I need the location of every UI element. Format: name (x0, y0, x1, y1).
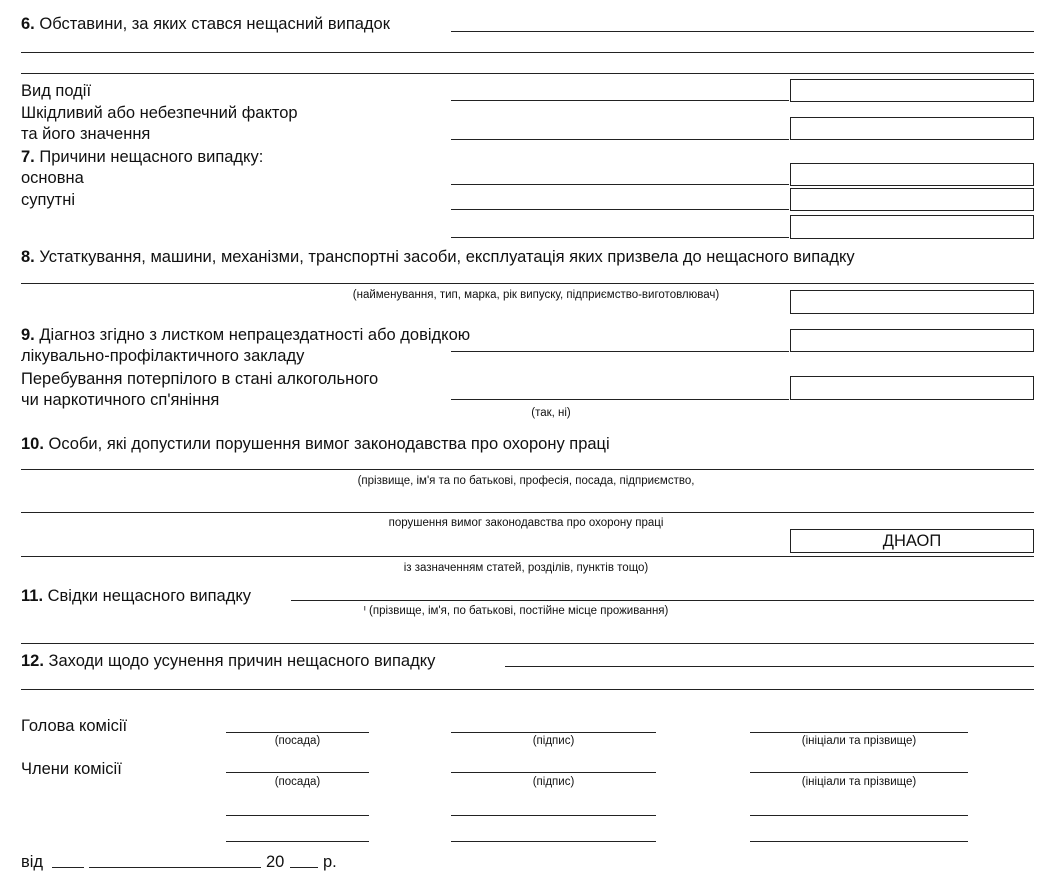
date-year-prefix: 20 (266, 853, 285, 871)
cause-related-code-box[interactable] (790, 215, 1034, 239)
chair-name-line[interactable] (750, 732, 968, 733)
intoxication-label-line1: Перебування потерпілого в стані алкогольного (21, 370, 379, 388)
section-6-title: 6. Обставини, за яких стався нещасний випадок (21, 15, 390, 33)
section-8-line[interactable] (21, 283, 1034, 284)
cause-main-code-box[interactable] (790, 163, 1034, 186)
section-12-line[interactable] (21, 689, 1034, 690)
section-9-title: 9. Діагноз згідно з листком непрацездатності або довідкою (21, 326, 471, 344)
section-11-title: 11. Свідки нещасного випадку (21, 587, 251, 605)
factor-label-line2: та його значення (21, 125, 151, 143)
section-11-line[interactable] (291, 600, 1034, 601)
section-12-line[interactable] (505, 666, 1034, 667)
cause-main-label: основна (21, 169, 84, 187)
section-10-hint-2: порушення вимог законодавства про охорону праці (388, 517, 664, 529)
date-month-line[interactable] (89, 867, 261, 868)
chair-signature-hint: (підпис) (532, 735, 575, 747)
date-suffix: р. (323, 853, 337, 871)
members-label: Члени комісії (21, 760, 122, 778)
member-signature-line[interactable] (451, 815, 656, 816)
section-10-title: 10. Особи, які допустили порушення вимог законодавства про охорону праці (21, 435, 610, 453)
cause-related-line[interactable] (451, 237, 789, 238)
section-8-title: 8. Устаткування, машини, механізми, транспортні засоби, експлуатація яких призвела до нещасного випадку (21, 248, 855, 266)
event-type-line[interactable] (451, 100, 789, 101)
section-11-line[interactable] (21, 643, 1034, 644)
event-type-label: Вид події (21, 82, 92, 100)
date-prefix: від (21, 853, 44, 871)
chair-label: Голова комісії (21, 717, 128, 735)
member-signature-hint: (підпис) (532, 776, 575, 788)
member-name-line[interactable] (750, 841, 968, 842)
section-11-hint (321, 604, 711, 618)
member-position-line[interactable] (226, 815, 369, 816)
section-10-hint-1: (прізвище, ім'я та по батькові, професія, посада, підприємство, (357, 475, 695, 487)
event-type-code-box[interactable] (790, 79, 1034, 102)
diagnosis-line[interactable] (451, 351, 789, 352)
section-10-hint-3: із зазначенням статей, розділів, пунктів тощо) (403, 562, 649, 574)
tick-mark: ᑊ (363, 605, 370, 617)
member-signature-line[interactable] (451, 841, 656, 842)
section-6-line[interactable] (451, 31, 1034, 32)
section-6-line[interactable] (21, 73, 1034, 74)
factor-code-box[interactable] (790, 117, 1034, 140)
date-day-line[interactable] (52, 867, 84, 868)
section-8-code-box[interactable] (790, 290, 1034, 314)
section-8-hint: (найменування, тип, марка, рік випуску, підприємство-виготовлювач) (352, 289, 720, 301)
member-signature-line[interactable] (451, 772, 656, 773)
factor-label-line1: Шкідливий або небезпечний фактор (21, 104, 298, 122)
member-name-line[interactable] (750, 815, 968, 816)
section-10-line[interactable] (21, 469, 1034, 470)
factor-line[interactable] (451, 139, 789, 140)
chair-signature-line[interactable] (451, 732, 656, 733)
section-6-line[interactable] (21, 52, 1034, 53)
cause-related-label: супутні (21, 191, 76, 209)
section-12-title: 12. Заходи щодо усунення причин нещасного випадку (21, 652, 436, 670)
member-position-hint: (посада) (274, 776, 321, 788)
section-7-title: 7. Причини нещасного випадку: (21, 148, 264, 166)
diagnosis-label-line2: лікувально-профілактичного закладу (21, 347, 305, 365)
chair-position-line[interactable] (226, 732, 369, 733)
chair-position-hint: (посада) (274, 735, 321, 747)
member-position-line[interactable] (226, 772, 369, 773)
chair-name-hint: (ініціали та прізвище) (801, 735, 917, 747)
member-name-line[interactable] (750, 772, 968, 773)
section-10-line[interactable] (21, 556, 1034, 557)
cause-related-line[interactable] (451, 209, 789, 210)
member-name-hint: (ініціали та прізвище) (801, 776, 917, 788)
intoxication-code-box[interactable] (790, 376, 1034, 400)
cause-main-line[interactable] (451, 184, 789, 185)
section-11-hint-text: (прізвище, ім'я, по батькові, постійне місце проживання) (369, 605, 669, 617)
diagnosis-code-box[interactable] (790, 329, 1034, 352)
cause-related-code-box[interactable] (790, 188, 1034, 211)
date-year-line[interactable] (290, 867, 318, 868)
intoxication-line[interactable] (451, 399, 789, 400)
intoxication-hint: (так, ні) (531, 407, 571, 419)
dnaop-code-box[interactable]: ДНАОП (790, 529, 1034, 553)
section-10-line[interactable] (21, 512, 1034, 513)
intoxication-label-line2: чи наркотичного сп'яніння (21, 391, 220, 409)
member-position-line[interactable] (226, 841, 369, 842)
